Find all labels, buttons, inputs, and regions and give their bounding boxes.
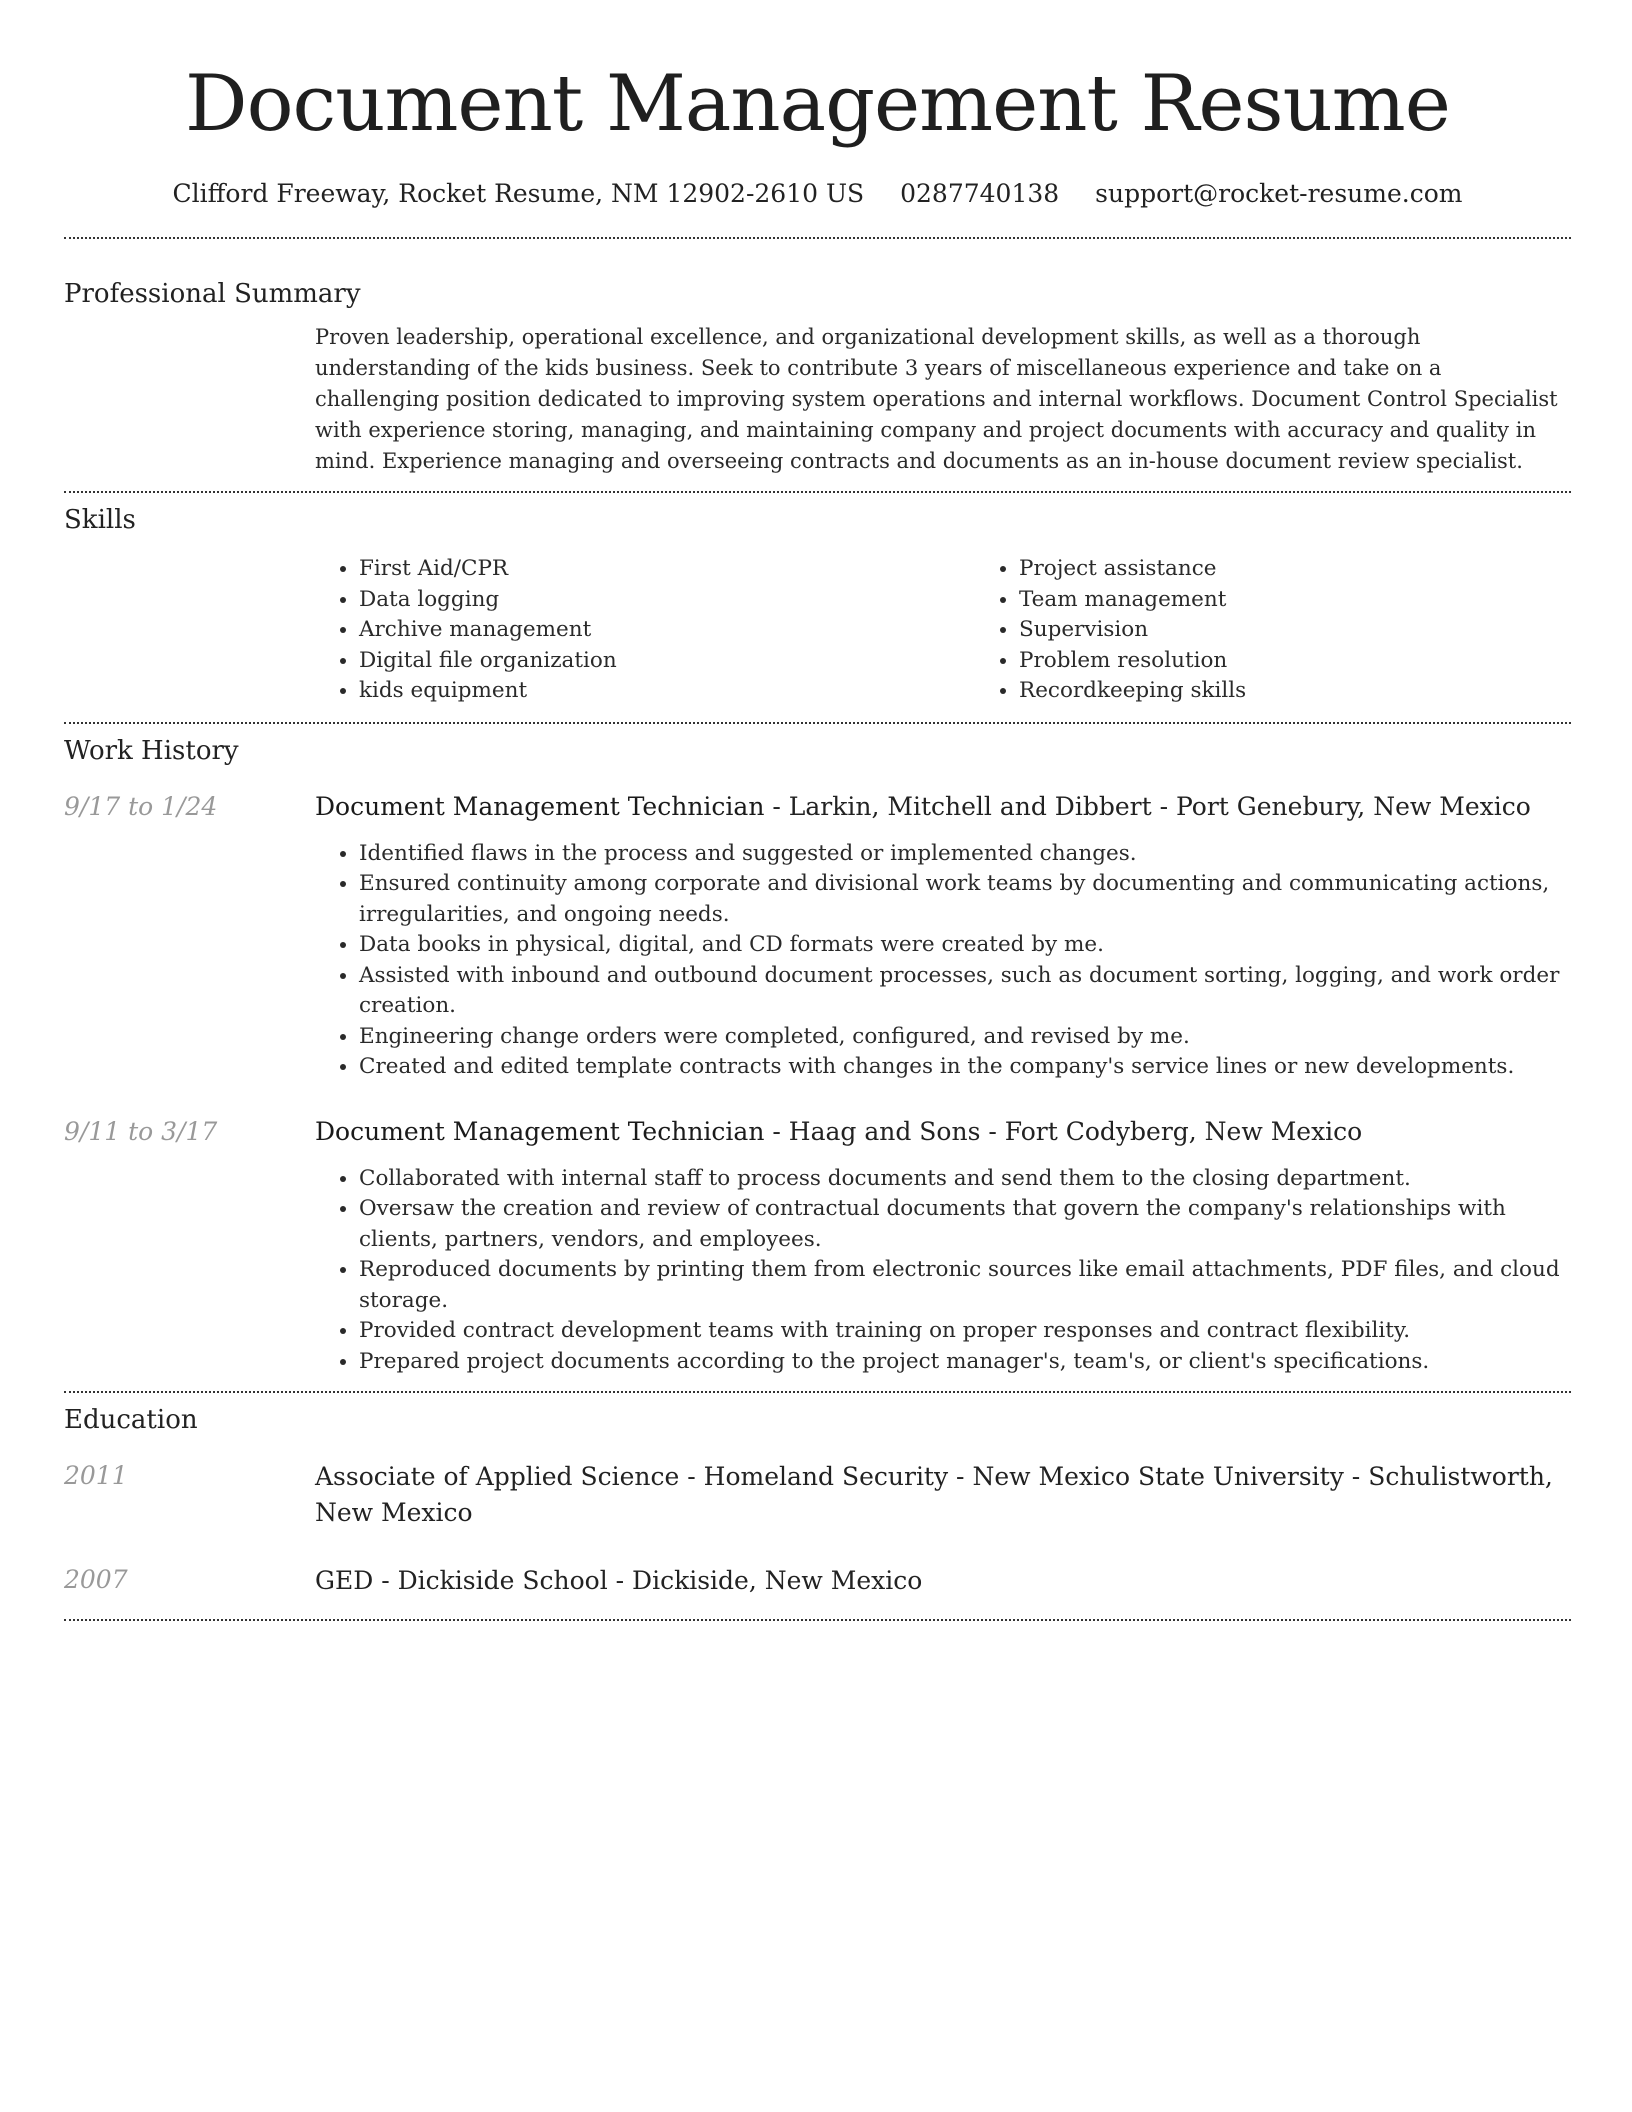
job-dates: 9/17 to 1/24 [64,791,218,821]
education-school: - Dickiside School - Dickiside, New Mexico [373,1566,923,1595]
bullet-item: • Identified flaws in the process and suggested or implemented changes. [359,839,1571,870]
bullet-item: • Reproduced documents by printing them from electronic sources like email attachments, PDF files, and cloud storage. [359,1255,1571,1316]
bullet-item: • Engineering change orders were completed, configured, and revised by me. [359,1022,1571,1053]
education-section [64,1403,1571,1599]
divider [64,722,1571,724]
job-bullets [315,1164,1571,1378]
section-title-work: Work History [64,735,239,766]
work-section [64,734,1571,1378]
skill-item: • Problem resolution [1019,646,1571,677]
education-year: 2007 [64,1565,128,1594]
job-bullets [315,839,1571,1083]
bullet-item: • Collaborated with internal staff to process documents and send them to the closing department. [359,1164,1571,1195]
skill-item: • kids equipment [359,676,975,707]
divider [64,237,1571,239]
job-title [315,790,1571,824]
skill-item: • Recordkeeping skills [1019,676,1571,707]
skill-item: • Team management [1019,585,1571,616]
skills-list-left [315,554,975,707]
education-entry [64,1459,1571,1531]
email: support@rocket-resume.com [1095,179,1463,208]
section-title-skills: Skills [64,505,136,535]
bullet-item: • Data books in physical, digital, and CD formats were created by me. [359,930,1571,961]
bullet-item: • Oversaw the creation and review of contractual documents that govern the company's relationships with clients, partners, vendors, and employees. [359,1194,1571,1255]
skills-list-right [975,554,1571,707]
skill-item: • Archive management [359,615,975,646]
job-employer: - Haag and Sons - Fort Codyberg, New Mexico [764,1116,1363,1146]
education-school: - New Mexico State University - Schulistworth, New Mexico [315,1462,1553,1527]
skill-item: • Supervision [1019,615,1571,646]
job-position: Document Management Technician [315,1116,765,1146]
skill-item: • Data logging [359,585,975,616]
education-title [315,1563,1571,1599]
job-entry [64,790,1571,1083]
skill-item: • First Aid/CPR [359,554,975,585]
skills-section [64,503,1571,707]
divider [64,1391,1571,1393]
divider [64,491,1571,493]
summary-section [64,277,1571,477]
summary-text: Proven leadership, operational excellence, and organizational development skills, as well as a thorough understanding of the kids business. Seek to contribute 3 years of miscellaneous experience and take on a challenging position dedicated to improving system operations and internal workflows. Document Control Specialist with experience storing, managing, and maintaining company and project documents with accuracy and quality in mind. Experience managing and overseeing contracts and documents as an in-house document review specialist. [315,325,1558,473]
job-employer: - Larkin, Mitchell and Dibbert - Port Genebury, New Mexico [764,791,1531,821]
education-degree: Associate of Applied Science - Homeland Security [315,1462,949,1491]
bullet-item: • Assisted with inbound and outbound document processes, such as document sorting, logging, and work order creation. [359,961,1571,1022]
section-title-education: Education [64,1405,198,1435]
phone: 0287740138 [900,179,1060,208]
bullet-item: • Created and edited template contracts with changes in the company's service lines or new developments. [359,1052,1571,1083]
section-title-summary: Professional Summary [64,279,361,309]
bullet-item: • Ensured continuity among corporate and divisional work teams by documenting and communicating actions, irregularities, and ongoing needs. [359,869,1571,930]
job-title [315,1115,1571,1149]
education-entry [64,1563,1571,1599]
job-dates: 9/11 to 3/17 [64,1116,218,1146]
education-degree: GED [315,1566,374,1595]
skill-item: • Project assistance [1019,554,1571,585]
bullet-item: • Provided contract development teams with training on proper responses and contract flexibility. [359,1316,1571,1347]
divider [64,1619,1571,1621]
bullet-item: • Prepared project documents according to the project manager's, team's, or client's specifications. [359,1347,1571,1378]
address: Clifford Freeway, Rocket Resume, NM 12902-2610 US [172,179,865,208]
education-title [315,1459,1571,1531]
education-year: 2011 [64,1461,128,1490]
job-position: Document Management Technician [315,791,765,821]
resume-title: Document Management Resume [185,59,1450,149]
skill-item: • Digital file organization [359,646,975,677]
contact-line [64,176,1571,212]
resume-page [64,0,1571,1621]
job-entry [64,1115,1571,1378]
